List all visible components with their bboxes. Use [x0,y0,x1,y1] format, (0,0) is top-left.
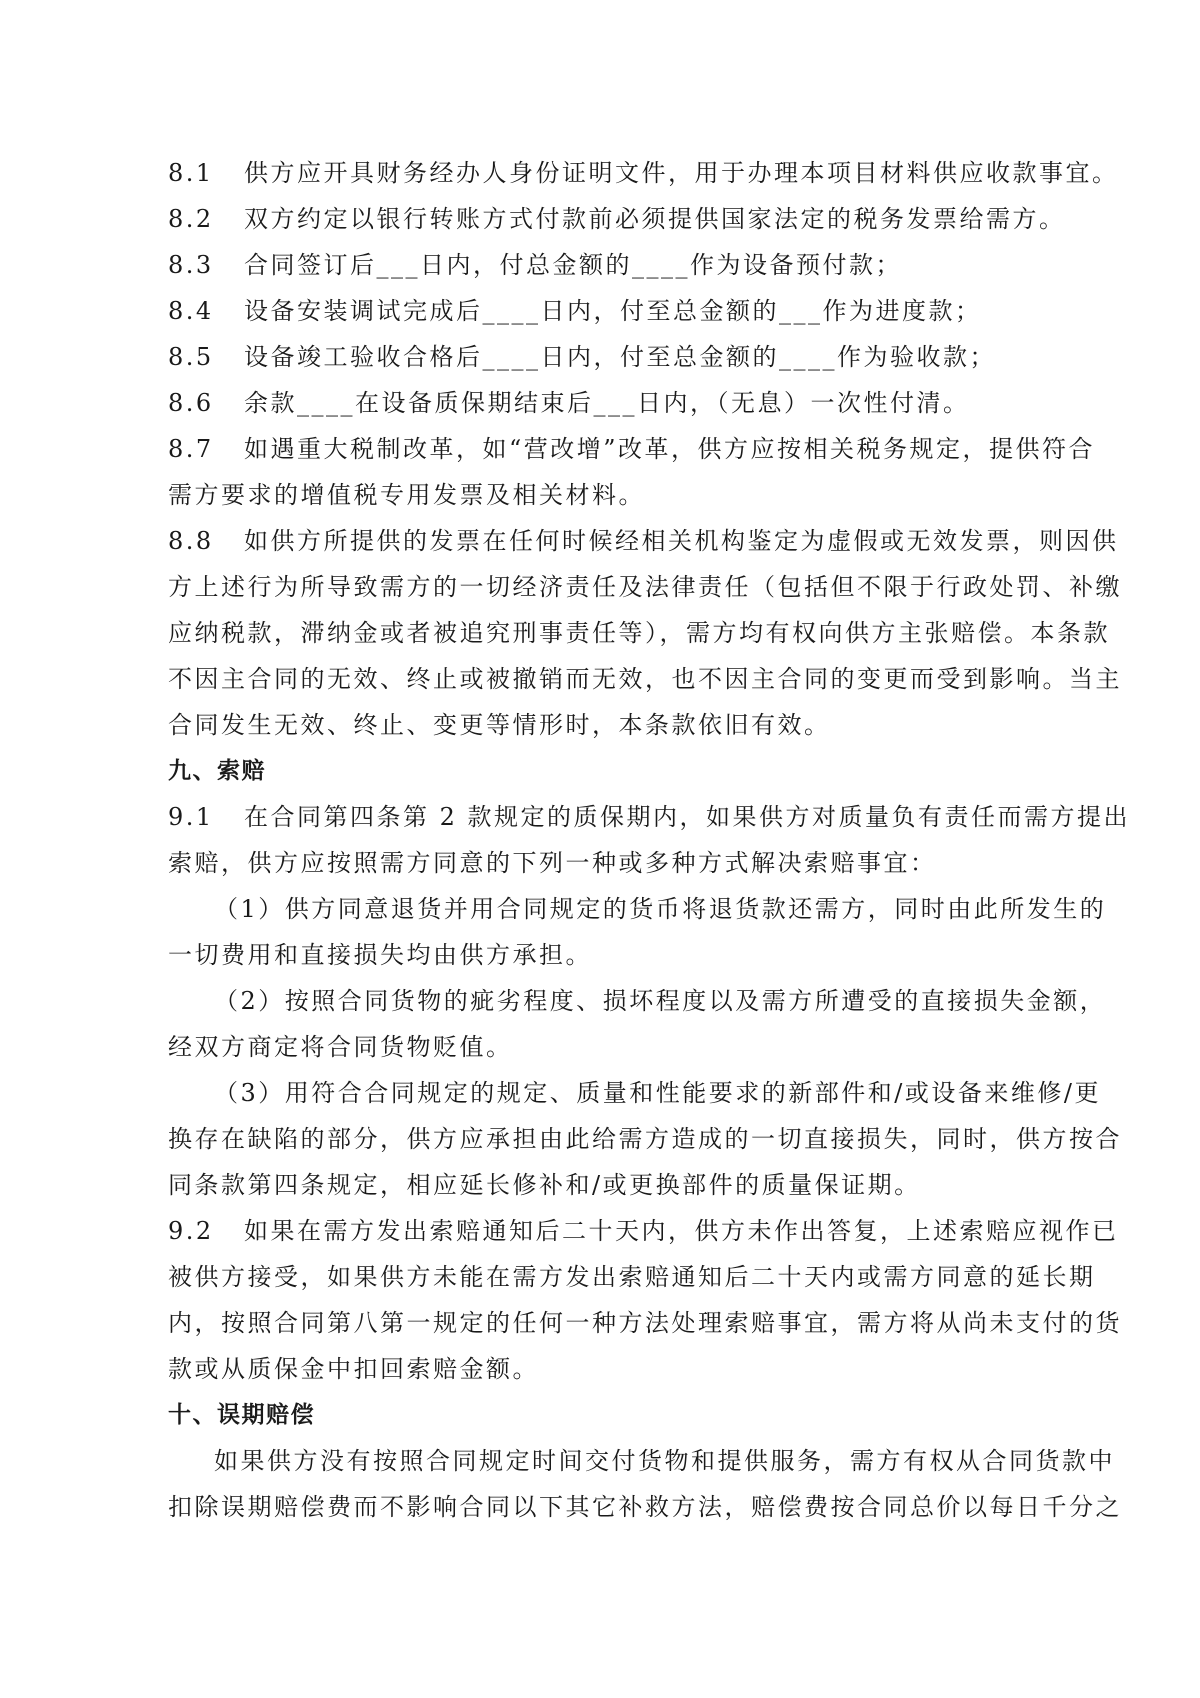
clause-text: 在合同第四条第 2 款规定的质保期内，如果供方对质量负有责任而需方提出 [244,803,1131,831]
clause-number: 8.3 [168,251,214,279]
clause-text: 如果在需方发出索赔通知后二十天内，供方未作出答复，上述索赔应视作已 [244,1217,1119,1245]
paragraph-text: 扣除误期赔偿费而不影响合同以下其它补救方法，赔偿费按合同总价以每日千分之 [168,1493,1122,1521]
clause-text: 如供方所提供的发票在任何时候经相关机构鉴定为虚假或无效发票，则因供 [244,527,1119,555]
option-text: 换存在缺陷的部分，供方应承担由此给需方造成的一切直接损失，同时，供方按合 [168,1125,1122,1153]
option-text: （1）供方同意退货并用合同规定的货币将退货款还需方，同时由此所发生的 [214,895,1107,923]
clause-number: 8.2 [168,205,214,233]
clause-text: 双方约定以银行转账方式付款前必须提供国家法定的税务发票给需方。 [244,205,1066,233]
section-10-line-2 [168,1484,1122,1530]
clause-9-2-line-2 [168,1254,1096,1300]
clause-8-8-line-4 [168,656,1122,702]
clause-9-1-line-2 [168,840,1032,886]
clause-number: 8.6 [168,389,214,417]
option-text: （3）用符合合同规定的规定、质量和性能要求的新部件和/或设备来维修/更 [214,1079,1101,1107]
option-3-line-3 [168,1162,1032,1208]
clause-number: 8.5 [168,343,214,371]
contract-page [168,150,1131,1530]
clause-text: 设备竣工验收合格后____日内，付至总金额的____作为验收款； [244,343,996,371]
clause-text: 索赔，供方应按照需方同意的下列一种或多种方式解决索赔事宜： [168,849,937,877]
section-9-heading: 九、索赔 [168,758,266,784]
section-10-heading: 十、误期赔偿 [168,1402,315,1428]
clause-text: 款或从质保金中扣回索赔金额。 [168,1355,539,1383]
option-1-line-1 [168,886,1107,932]
clause-text: 合同签订后___日内，付总金额的____作为设备预付款； [244,251,902,279]
clause-text: 不因主合同的无效、终止或被撤销而无效，也不因主合同的变更而受到影响。当主 [168,665,1122,693]
clause-8-5 [168,334,1032,380]
clause-text: 供方应开具财务经办人身份证明文件，用于办理本项目材料供应收款事宜。 [244,159,1119,187]
paragraph-text: 如果供方没有按照合同规定时间交付货物和提供服务，需方有权从合同货款中 [214,1447,1115,1475]
clause-text: 需方要求的增值税专用发票及相关材料。 [168,481,645,509]
clause-9-1-line-1 [168,794,1131,840]
clause-8-6 [168,380,1032,426]
clause-9-2-line-3 [168,1300,1122,1346]
section-10-line-1 [168,1438,1115,1484]
option-2-line-2 [168,1024,1032,1070]
clause-9-2-line-4 [168,1346,1032,1392]
clause-8-8-line-5 [168,702,1032,748]
clause-text: 如遇重大税制改革，如“营改增”改革，供方应按相关税务规定，提供符合 [244,435,1096,463]
option-3-line-1 [168,1070,1101,1116]
clause-number: 8.4 [168,297,214,325]
clause-9-2-line-1 [168,1208,1119,1254]
clause-8-8-line-1 [168,518,1119,564]
option-1-line-2 [168,932,1032,978]
clause-number: 9.1 [168,803,214,831]
clause-8-1 [168,150,1119,196]
clause-8-7-line-2 [168,472,1032,518]
clause-text: 合同发生无效、终止、变更等情形时，本条款依旧有效。 [168,711,831,739]
clause-text: 应纳税款，滞纳金或者被追究刑事责任等），需方均有权向供方主张赔偿。本条款 [168,619,1110,647]
option-3-line-2 [168,1116,1122,1162]
clause-8-8-line-2 [168,564,1122,610]
clause-text: 设备安装调试完成后____日内，付至总金额的___作为进度款； [244,297,982,325]
clause-number: 8.1 [168,159,214,187]
clause-8-3 [168,242,1032,288]
option-text: 经双方商定将合同货物贬值。 [168,1033,513,1061]
clause-text: 内，按照合同第八第一规定的任何一种方法处理索赔事宜，需方将从尚未支付的货 [168,1309,1122,1337]
clause-8-2 [168,196,1066,242]
clause-text: 被供方接受，如果供方未能在需方发出索赔通知后二十天内或需方同意的延长期 [168,1263,1096,1291]
clause-8-8-line-3 [168,610,1110,656]
clause-number: 8.7 [168,435,214,463]
clause-number: 8.8 [168,527,214,555]
clause-text: 方上述行为所导致需方的一切经济责任及法律责任（包括但不限于行政处罚、补缴 [168,573,1122,601]
option-2-line-1 [168,978,1107,1024]
option-text: 同条款第四条规定，相应延长修补和/或更换部件的质量保证期。 [168,1171,921,1199]
clause-text: 余款____在设备质保期结束后___日内，（无息）一次性付清。 [244,389,970,417]
clause-8-4 [168,288,1032,334]
clause-8-7-line-1 [168,426,1096,472]
option-text: （2）按照合同货物的疵劣程度、损坏程度以及需方所遭受的直接损失金额， [214,987,1107,1015]
option-text: 一切费用和直接损失均由供方承担。 [168,941,592,969]
clause-number: 9.2 [168,1217,214,1245]
